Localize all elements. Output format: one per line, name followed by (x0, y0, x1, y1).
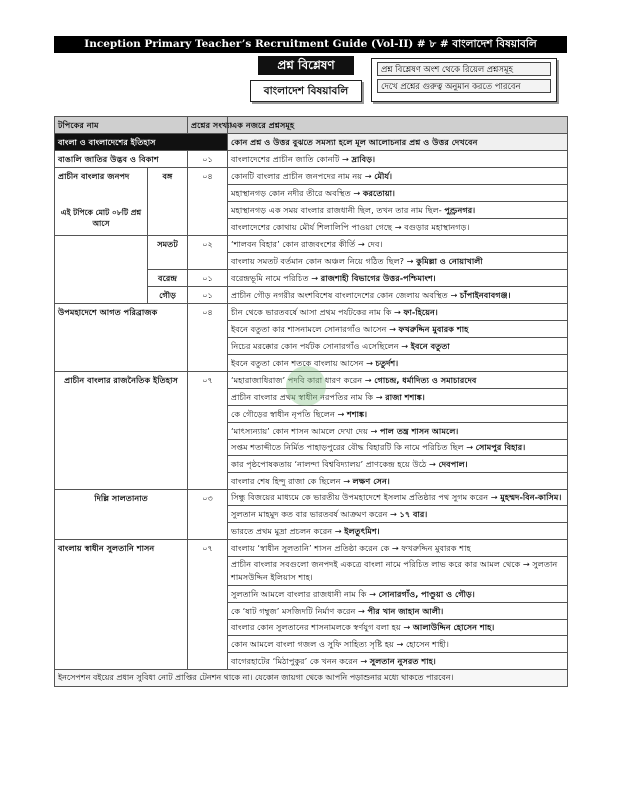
question-cell (228, 603, 568, 620)
question-cell (228, 540, 568, 557)
answer-text: হোসেন শাহী। (405, 639, 449, 649)
subtopic-cell: সমতট (148, 236, 188, 270)
answer-text: দেবপাল। (438, 459, 468, 469)
arrow-icon: → (390, 509, 397, 519)
subtopic-cell: বঙ্গ (148, 168, 188, 236)
question-cell (228, 523, 568, 540)
arrow-icon: → (522, 559, 530, 569)
answer-text: আলাউদ্দিন হোসেন শাহ। (412, 622, 495, 632)
question-cell (228, 653, 568, 670)
count-cell: ০৭ (188, 372, 228, 490)
arrow-icon: → (375, 392, 383, 402)
question-text: বাংলাদেশের কোথায় মৌর্য শিলালিপি পাওয়া গেছে (231, 222, 393, 232)
question-cell (228, 304, 568, 321)
question-cell (228, 636, 568, 653)
answer-text: চতুর্দশ। (375, 358, 399, 368)
table-row (55, 490, 568, 506)
topic-cell: বাঙালি জাতির উদ্ভব ও বিকাশ (55, 151, 188, 168)
arrow-icon: → (311, 273, 319, 283)
question-text: বরেন্দ্রভূমি নামে পরিচিত (231, 273, 309, 283)
arrow-icon: → (360, 656, 368, 666)
question-cell (228, 253, 568, 270)
table-row (55, 540, 568, 557)
info-note-box (371, 58, 557, 102)
answer-text: শশাঙ্ক। (346, 409, 368, 419)
question-cell (228, 423, 568, 440)
topic-cell: উপমহাদেশে আগত পরিব্রাজক (55, 304, 188, 372)
arrow-icon: → (358, 606, 365, 616)
watermark-logo-icon (286, 366, 326, 406)
count-cell: ০৩ (188, 490, 228, 540)
question-text: সপ্তম শতাব্দীতে নির্মিত পাহাড়পুরের বৌদ্ধ বিহারটি কি নামে পরিচিত ছিল (231, 442, 464, 452)
arrow-icon: → (403, 622, 411, 632)
question-cell (228, 406, 568, 423)
answer-text: পীর খান জাহান আলী। (367, 606, 444, 616)
question-cell (228, 321, 568, 338)
answer-text: ইবনে বতুতা (410, 341, 450, 351)
arrow-icon: → (337, 409, 345, 419)
count-cell: ০৪ (188, 304, 228, 372)
book-header-banner: Inception Primary Teacher’s Recruitment Guide (Vol-II) # ৮ # বাংলাদেশ বিষয়াবলি (54, 36, 567, 53)
question-text: ‘মহারাজাধিরাজ’ পদবি কারা ধারণ করেন (231, 375, 363, 385)
question-cell (228, 185, 568, 202)
answer-text: রাজা শশাঙ্ক। (385, 392, 425, 402)
answer-text: পাল তন্ত্র শাসন আমলে। (380, 426, 459, 436)
question-text: ইবনে বতুতা কোন শতকে বাংলায় আসেন (231, 358, 364, 368)
question-text: চীন থেকে ভারতবর্ষে আসা প্রথম পর্যটকের নাম কি (231, 307, 392, 317)
question-text: বাগেরহাটের ‘মিঠাপুকুর’ কে খনন করেন (231, 656, 358, 666)
arrow-icon: → (401, 341, 409, 351)
arrow-icon: → (396, 639, 404, 649)
question-cell (228, 219, 568, 236)
arrow-icon: → (429, 459, 436, 469)
topic-side-note: এই টপিকে মোট ০৮টি প্রশ্ন আসে (60, 208, 142, 228)
arrow-icon: → (364, 375, 372, 385)
arrow-icon: → (394, 307, 401, 317)
arrow-icon: → (370, 426, 378, 436)
answer-text: চাঁপাইনবাবগঞ্জ। (459, 290, 511, 300)
table-row (55, 151, 568, 168)
arrow-icon: → (369, 589, 376, 599)
question-text: মহাস্থানগড় কোন নদীর তীরে অবস্থিত (231, 188, 351, 198)
question-cell (228, 586, 568, 603)
question-cell (228, 372, 568, 389)
answer-text: রাজশাহী বিভাগের উত্তর-পশ্চিমাংশ। (320, 273, 436, 283)
question-text: মহাস্থানগড় এক সময় বাংলার রাজধানী ছিল, তখন তার নাম ছিল- (231, 205, 442, 215)
col-header-topic: টপিকের নাম (55, 117, 188, 134)
arrow-icon: → (364, 171, 372, 181)
arrow-icon: → (357, 239, 365, 249)
question-text: বাংলায় সমতট বর্তমান কোন অঞ্চল নিয়ে গঠিত ছিল? (231, 256, 405, 266)
section-row (55, 134, 568, 151)
question-cell (228, 236, 568, 253)
answer-text: ফখরুদ্দিন মুবারক শাহ (401, 543, 471, 553)
topic-cell: বাংলায় স্বাধীন সুলতানি শাসন (55, 540, 188, 670)
question-text: নিচের মরক্কোর কোন পর্যটক সোনারগাঁও এসেছিলেন (231, 341, 399, 351)
question-cell (228, 440, 568, 456)
page-subtitle: বাংলাদেশ বিষয়াবলি (250, 80, 362, 102)
question-cell (228, 389, 568, 406)
answer-text: ১৭ বার। (399, 509, 428, 519)
question-text: প্রাচীন বাংলার প্রথম স্বাধীন নরপতির নাম কি (231, 392, 374, 402)
answer-text: ফা-হিয়েন। (403, 307, 438, 317)
answer-text: দেব। (367, 239, 383, 249)
count-cell: ০৭ (188, 540, 228, 670)
arrow-icon: → (466, 442, 474, 452)
topic-cell: দিল্লি সালতানাত (55, 490, 188, 540)
question-cell (228, 355, 568, 372)
footer-row (55, 670, 568, 687)
arrow-icon: → (343, 476, 351, 486)
question-text: ভারতে প্রথম মুদ্রা প্রচলন করেন (231, 526, 333, 536)
arrow-icon: → (394, 222, 402, 232)
arrow-icon: → (342, 154, 349, 164)
question-cell (228, 473, 568, 490)
question-text: কে গৌড়ের স্বাধীন নৃপতি ছিলেন (231, 409, 335, 419)
col-header-count: প্রশ্নের সংখ্যা (188, 117, 228, 134)
section-title: বাংলা ও বাংলাদেশের ইতিহাস (55, 134, 228, 151)
count-cell: ০১ (188, 151, 228, 168)
topic-cell-empty (55, 236, 148, 304)
question-cell (228, 338, 568, 355)
answer-text: সোমপুর বিহার। (475, 442, 526, 452)
question-text: কোন আমলে বাংলা গজল ও সুফি সাহিত্য সৃষ্টি হয় (231, 639, 394, 649)
answer-text: দ্রাবিড়। (351, 154, 376, 164)
arrow-icon: → (490, 492, 498, 502)
arrow-icon: → (389, 324, 396, 334)
question-cell (228, 557, 568, 586)
answer-text: গোচন্দ্র, ধর্মাদিত্য ও সমাচারদেব (374, 375, 477, 385)
question-text: কে ‘ষাট গম্বুজ’ মসজিদটি নির্মাণ করেন (231, 606, 356, 616)
arrow-icon: → (406, 256, 414, 266)
col-header-questions: এক নজরে প্রশ্নসমূহ (228, 117, 568, 134)
topic-cell: প্রাচীন বাংলার রাজনৈতিক ইতিহাস (55, 372, 188, 490)
question-cell (228, 456, 568, 473)
count-cell: ০১ (188, 287, 228, 304)
answer-text: মৌর্য। (374, 171, 393, 181)
question-cell (228, 620, 568, 636)
info-note-line-1: প্রশ্ন বিশ্লেষণ অংশ থেকে রিয়েল প্রশ্নসমূহ (377, 62, 551, 76)
question-text: বাংলার কোন সুলতানের শাসনামলকে স্বর্ণযুগ বলা হয় (231, 622, 401, 632)
question-text: সিন্ধু বিজয়ের মাধ্যমে কে ভারতীয় উপমহাদেশে ইসলাম প্রতিষ্ঠার পথ সুগম করেন (231, 492, 489, 502)
question-cell (228, 287, 568, 304)
answer-text: সুলতান শামসউদ্দিন ইলিয়াস শাহ। (231, 559, 558, 582)
table-row (55, 236, 568, 253)
question-text: বাংলাদেশের প্রাচীন জাতি কোনটি (231, 154, 340, 164)
question-cell (228, 202, 568, 219)
answer-text: ফখরুদ্দিন মুবারক শাহ (398, 324, 469, 334)
arrow-icon: → (450, 290, 458, 300)
answer-text: পুণ্ড্রনগর। (444, 205, 476, 215)
table-row (55, 304, 568, 321)
question-cell (228, 506, 568, 523)
table-header-row (55, 117, 568, 134)
question-text: কার পৃষ্ঠপোষকতায় ‘নালন্দা বিশ্ববিদ্যালয়’ প্রাণকেন্দ্র হয়ে উঠে (231, 459, 427, 469)
answer-text: সোনারগাঁও, পাণ্ডুয়া ও গৌড়। (378, 589, 475, 599)
answer-text: করতোয়া। (362, 188, 395, 198)
arrow-icon: → (334, 526, 342, 536)
page-title: প্রশ্ন বিশ্লেষণ (258, 56, 354, 75)
topic-cell (55, 168, 148, 236)
question-text: ইবনে বতুতা কার শাসনামলে সোনারগাঁও আসেন (231, 324, 387, 334)
count-cell: ০২ (188, 236, 228, 270)
question-cell (228, 151, 568, 168)
question-cell (228, 168, 568, 185)
question-text: কোনটি বাংলার প্রাচীন জনপদের নাম নয় (231, 171, 363, 181)
answer-text: মুহম্মদ-বিন-কাসিম। (500, 492, 562, 502)
count-cell: ০১ (188, 270, 228, 287)
question-cell (228, 270, 568, 287)
table-row (55, 168, 568, 185)
question-text: বাংলায় ‘স্বাধীন সুলতানি’ শাসন প্রতিষ্ঠা করেন কে (231, 543, 390, 553)
arrow-icon: → (366, 358, 373, 368)
question-text: সুলতানি আমলে বাংলার রাজধানী নাম কি (231, 589, 367, 599)
question-text: সুলতান মাহমুদ কত বার ভারতবর্ষ আক্রমণ করেন (231, 509, 388, 519)
answer-text: লক্ষণ সেন। (352, 476, 390, 486)
answer-text: কুমিল্লা ও নোয়াখালী (416, 256, 483, 266)
arrow-icon: → (391, 543, 399, 553)
arrow-icon: → (353, 188, 361, 198)
question-text: প্রাচীন বাংলার সবগুলো জনপদই একত্রে বাংলা নামে পরিচিত লাভ করে কার আমল থেকে (231, 559, 521, 569)
subtopic-cell: গৌড় (148, 287, 188, 304)
footer-note: ইনসেপশন বইয়ের প্রধান সুবিধা নোট প্রাপ্তির টেনশন থাকে না। যেকোন জায়গা থেকে আপনি পড়াশুনার মধ্যে থাকতে পারবেন। (55, 670, 568, 687)
subtopic-cell: বরেন্দ্র (148, 270, 188, 287)
section-note: কোন প্রশ্ন ও উত্তর বুঝতে সমস্যা হলে মূল আলোচনার প্রশ্ন ও উত্তর দেখবেন (228, 134, 568, 151)
question-text: বাংলার শেষ হিন্দু রাজা কে ছিলেন (231, 476, 341, 486)
question-text: ‘শালবন বিহার’ কোন রাজবংশের কীর্তি (231, 239, 356, 249)
answer-text: সুলতান নুসরত শাহ। (369, 656, 436, 666)
question-text: ‘মাৎস্যন্যায়’ কোন শাসন আমলে দেখা দেয় (231, 426, 368, 436)
question-text: প্রাচীন গৌড় নগরীর অংশবিশেষ বাংলাদেশের কোন জেলায় অবস্থিত (231, 290, 448, 300)
count-cell: ০৪ (188, 168, 228, 236)
question-cell (228, 490, 568, 506)
answer-text: বগুড়ার মহাস্থানগড়। (404, 222, 470, 232)
info-note-line-2: দেখে প্রশ্নের গুরুত্ব অনুমান করতে পারবেন (377, 79, 551, 93)
answer-text: ইলতুৎমিশ। (344, 526, 380, 536)
topic-label: প্রাচীন বাংলার জনপদ (58, 171, 130, 181)
